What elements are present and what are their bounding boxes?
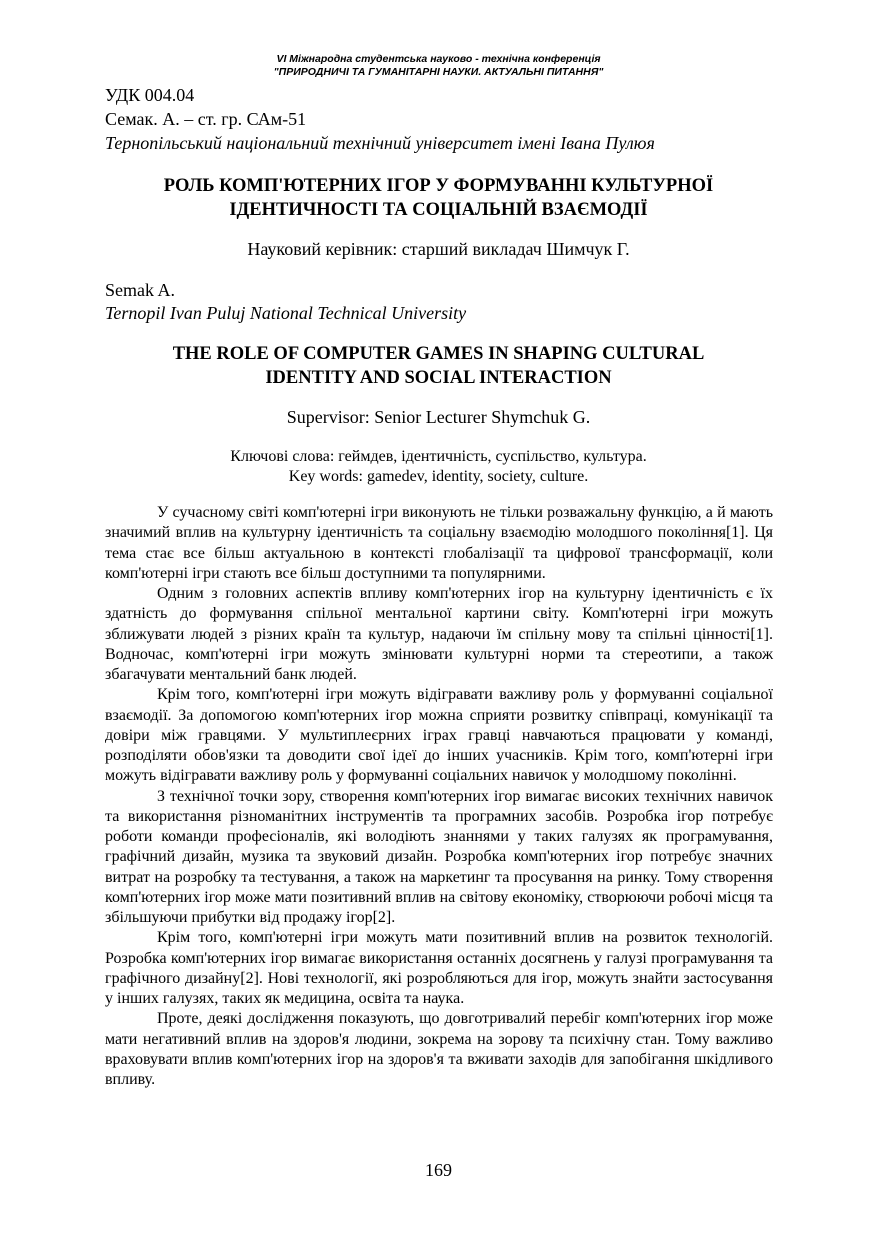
- title-ua-line-1: РОЛЬ КОМП'ЮТЕРНИХ ІГОР У ФОРМУВАННІ КУЛЬТУРНОЇ: [163, 176, 714, 196]
- author-en: Semak A.: [105, 280, 175, 300]
- keywords-en: Key words: gamedev, identity, society, culture.: [288, 468, 589, 485]
- paragraph: Проте, деякі дослідження показують, що довготривалий перебіг комп'ютерних ігор може мати негативний вплив на здоров'я людини, зокрема на зорову та психічну стан. Тому важливо враховувати вплив комп'ютерних ігор на здоров'я та вживати заходів для запобігання шкідливого впливу.: [105, 1010, 773, 1088]
- supervisor-en: Supervisor: Senior Lecturer Shymchuk G.: [286, 407, 591, 427]
- author-ua: Семак. А. – ст. гр. САм-51: [105, 109, 307, 129]
- paragraph: У сучасному світі комп'ютерні ігри виконують не тільки розважальну функцію, а й мають значимий вплив на культурну ідентичність та соціальну взаємодію молодшого покоління[1]. Ця тема стає все більш актуальною в контексті глобалізації та цифрової трансформації, коли комп'ютерні ігри стають все більш доступними та популярними.: [105, 504, 773, 582]
- conference-header-line-1: VI Міжнародна студентська науково - технічна конференція: [276, 53, 601, 65]
- affiliation-ua: Тернопільський національний технічний університет імені Івана Пулюя: [105, 133, 655, 153]
- conference-header-line-2: "ПРИРОДНИЧІ ТА ГУМАНІТАРНІ НАУКИ. АКТУАЛЬНІ ПИТАННЯ": [273, 66, 604, 78]
- affiliation-en: Ternopil Ivan Puluj National Technical University: [105, 303, 467, 323]
- paragraph: Крім того, комп'ютерні ігри можуть мати позитивний вплив на розвиток технологій. Розробка комп'ютерних ігор вимагає використання останніх досягнень у галузі програмування та графічного дизайну[2]. Нові технології, які розробляються для ігор, можуть знайти застосування у інших галузях, таких як медицина, освіта та наука.: [105, 929, 773, 1007]
- udc-code: УДК 004.04: [105, 85, 195, 105]
- paragraph: З технічної точки зору, створення комп'ютерних ігор вимагає високих технічних навичок та використання різноманітних інструментів та програмних засобів. Розробка ігор потребує роботи команди професіоналів, які володіють знаннями у таких галузях як програмування, графічний дизайн, музика та звуковий дизайн. Розробка комп'ютерних ігор потребує значних витрат на розробку та тестування, а також на маркетинг та просування на ринку. Тому створення комп'ютерних ігор може мати позитивний вплив на світову економіку, створюючи робочі місця та збільшуючи прибутки від продажу ігор[2].: [105, 787, 773, 926]
- title-en-line-2: IDENTITY AND SOCIAL INTERACTION: [265, 368, 612, 388]
- paragraph: Крім того, комп'ютерні ігри можуть відігравати важливу роль у формуванні соціальної взаємодії. За допомогою комп'ютерних ігор можна сприяти розвитку співпраці, комунікації та довіри між гравцями. У мультиплеєрних іграх гравці навчаються працювати у команді, розподіляти обов'язки та доводити свої ідеї до інших учасників. Крім того, комп'ютерні ігри можуть відігравати важливу роль у формуванні соціальних навичок у молодшому поколінні.: [105, 686, 773, 785]
- keywords-ua: Ключові слова: геймдев, ідентичність, суспільство, культура.: [230, 448, 647, 465]
- paragraph: Одним з головних аспектів впливу комп'ютерних ігор на культурну ідентичність є їх здатність до формування спільної ментальної картини світу. Комп'ютерні ігри можуть зближувати людей з різних країн та культур, надаючи їм спільну мову та спільні цінності[1]. Водночас, комп'ютерні ігри можуть змінювати культурні норми та стереотипи, а також збагачувати ментальний банк людей.: [105, 585, 773, 683]
- title-ua-line-2: ІДЕНТИЧНОСТІ ТА СОЦІАЛЬНІЙ ВЗАЄМОДІЇ: [229, 200, 648, 220]
- supervisor-ua: Науковий керівник: старший викладач Шимчук Г.: [247, 239, 630, 259]
- body-text: [105, 503, 773, 1090]
- page-number: 169: [425, 1160, 452, 1180]
- title-en-line-1: THE ROLE OF COMPUTER GAMES IN SHAPING CULTURAL: [172, 344, 705, 364]
